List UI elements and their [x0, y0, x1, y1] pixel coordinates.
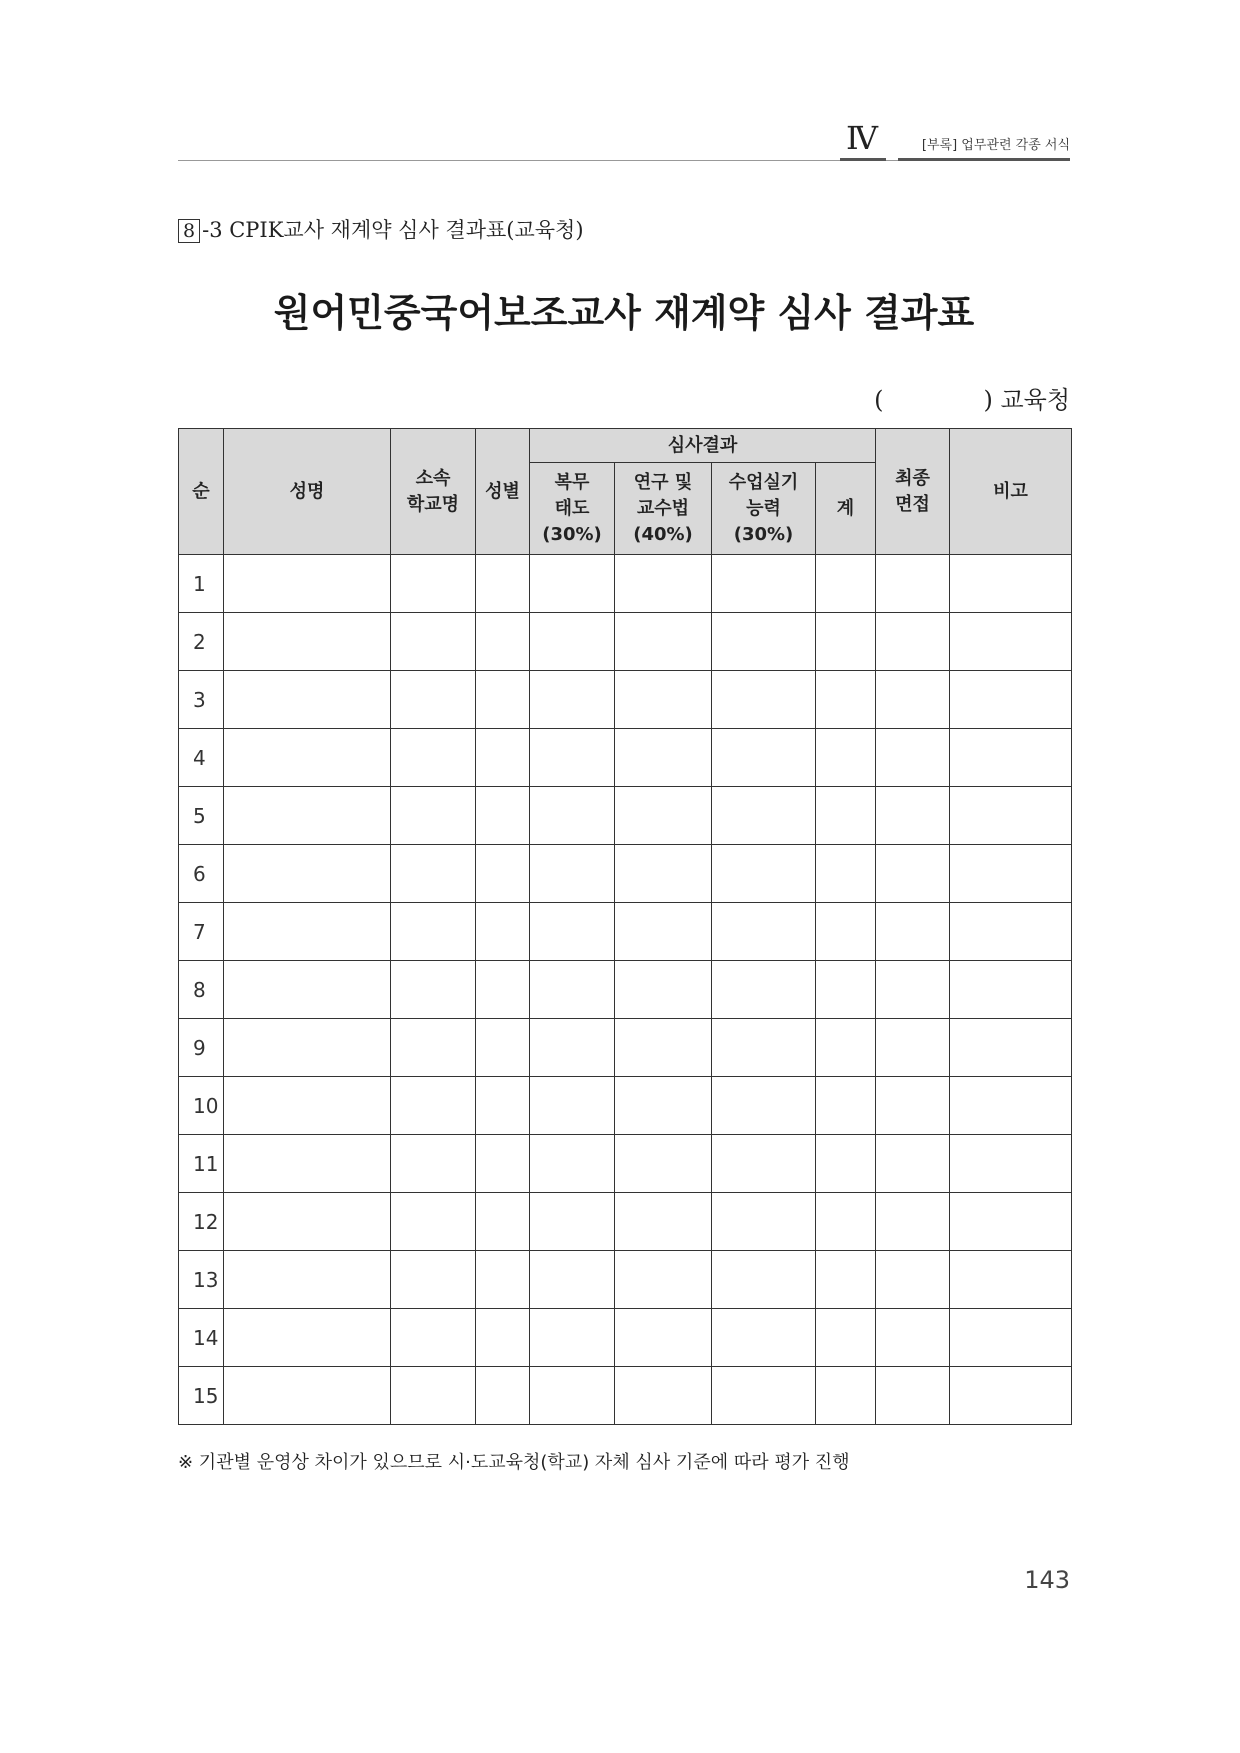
- teaching-cell[interactable]: [712, 845, 816, 903]
- duty-cell[interactable]: [530, 1193, 615, 1251]
- total-cell[interactable]: [816, 613, 876, 671]
- header-final-interview: [876, 429, 950, 555]
- interview-cell[interactable]: [876, 729, 950, 787]
- interview-cell[interactable]: [876, 1077, 950, 1135]
- name-cell[interactable]: [224, 1019, 391, 1077]
- teaching-cell[interactable]: [712, 1135, 816, 1193]
- interview-cell[interactable]: [876, 787, 950, 845]
- school-cell[interactable]: [391, 1251, 476, 1309]
- table-row: [179, 1019, 1072, 1077]
- header-gender: 성별: [476, 429, 530, 555]
- header-section-underline: [898, 158, 1070, 161]
- research-cell[interactable]: [615, 1367, 712, 1425]
- duty-cell[interactable]: [530, 671, 615, 729]
- name-cell[interactable]: [224, 1251, 391, 1309]
- gender-cell[interactable]: [476, 729, 530, 787]
- school-cell[interactable]: [391, 1077, 476, 1135]
- footnote: ※ 기관별 운영상 차이가 있으므로 시·도교육청(학교) 자체 심사 기준에 따라 평가 진행: [178, 1452, 850, 1473]
- row-number: 1: [179, 555, 224, 613]
- table-body: [179, 555, 1072, 1425]
- remarks-cell[interactable]: [950, 555, 1072, 613]
- row-number: 11: [179, 1135, 224, 1193]
- remarks-cell[interactable]: [950, 1077, 1072, 1135]
- duty-cell[interactable]: [530, 787, 615, 845]
- research-cell[interactable]: [615, 903, 712, 961]
- name-cell[interactable]: [224, 671, 391, 729]
- interview-cell[interactable]: [876, 961, 950, 1019]
- remarks-cell[interactable]: [950, 613, 1072, 671]
- header-interview-line2: 면접: [895, 493, 930, 515]
- school-cell[interactable]: [391, 961, 476, 1019]
- table-row: [179, 1193, 1072, 1251]
- school-cell[interactable]: [391, 1367, 476, 1425]
- gender-cell[interactable]: [476, 1193, 530, 1251]
- research-cell[interactable]: [615, 729, 712, 787]
- table-row: [179, 671, 1072, 729]
- header-teaching-skill: [712, 463, 816, 555]
- name-cell[interactable]: [224, 613, 391, 671]
- header-duty-line1: 복무: [554, 471, 590, 493]
- page-number: 143: [1024, 1566, 1070, 1594]
- gender-cell[interactable]: [476, 1251, 530, 1309]
- gender-cell[interactable]: [476, 961, 530, 1019]
- remarks-cell[interactable]: [950, 1367, 1072, 1425]
- teaching-cell[interactable]: [712, 729, 816, 787]
- table-row: [179, 729, 1072, 787]
- table-row: [179, 1251, 1072, 1309]
- school-cell[interactable]: [391, 555, 476, 613]
- interview-cell[interactable]: [876, 845, 950, 903]
- header-research-line1: 연구 및: [633, 471, 693, 493]
- teaching-cell[interactable]: [712, 1019, 816, 1077]
- duty-cell[interactable]: [530, 1251, 615, 1309]
- total-cell[interactable]: [816, 1251, 876, 1309]
- header-research-line3: (40%): [633, 523, 693, 545]
- research-cell[interactable]: [615, 613, 712, 671]
- school-cell[interactable]: [391, 1309, 476, 1367]
- total-cell[interactable]: [816, 961, 876, 1019]
- name-cell[interactable]: [224, 961, 391, 1019]
- research-cell[interactable]: [615, 845, 712, 903]
- teaching-cell[interactable]: [712, 1193, 816, 1251]
- header-remarks: 비고: [950, 429, 1072, 555]
- header-duty-line3: (30%): [542, 523, 602, 545]
- research-cell[interactable]: [615, 787, 712, 845]
- school-cell[interactable]: [391, 613, 476, 671]
- interview-cell[interactable]: [876, 1309, 950, 1367]
- school-cell[interactable]: [391, 1193, 476, 1251]
- chapter-number: Ⅳ: [846, 119, 878, 157]
- total-cell[interactable]: [816, 555, 876, 613]
- section-number-box: 8: [178, 219, 200, 243]
- row-number: 12: [179, 1193, 224, 1251]
- gender-cell[interactable]: [476, 1077, 530, 1135]
- header-section-label: [부록] 업무관련 각종 서식: [921, 138, 1070, 153]
- interview-cell[interactable]: [876, 1019, 950, 1077]
- row-number: 6: [179, 845, 224, 903]
- table-row: [179, 1309, 1072, 1367]
- name-cell[interactable]: [224, 787, 391, 845]
- header-school-line1: 소속: [415, 467, 451, 489]
- row-number: 9: [179, 1019, 224, 1077]
- duty-cell[interactable]: [530, 1309, 615, 1367]
- interview-cell[interactable]: [876, 671, 950, 729]
- row-number: 4: [179, 729, 224, 787]
- gender-cell[interactable]: [476, 1367, 530, 1425]
- name-cell[interactable]: [224, 555, 391, 613]
- header-teaching-line2: 능력: [746, 497, 781, 519]
- duty-cell[interactable]: [530, 961, 615, 1019]
- header-school: [391, 429, 476, 555]
- total-cell[interactable]: [816, 1193, 876, 1251]
- gender-cell[interactable]: [476, 613, 530, 671]
- name-cell[interactable]: [224, 1135, 391, 1193]
- header-teaching-line1: 수업실기: [728, 471, 799, 493]
- header-research-line2: 교수법: [636, 497, 690, 519]
- row-number: 8: [179, 961, 224, 1019]
- total-cell[interactable]: [816, 787, 876, 845]
- school-cell[interactable]: [391, 671, 476, 729]
- header-name: 성명: [224, 429, 391, 555]
- teaching-cell[interactable]: [712, 1367, 816, 1425]
- name-cell[interactable]: [224, 729, 391, 787]
- total-cell[interactable]: [816, 845, 876, 903]
- interview-cell[interactable]: [876, 1367, 950, 1425]
- total-cell[interactable]: [816, 1135, 876, 1193]
- header-interview-line1: 최종: [895, 467, 930, 489]
- gender-cell[interactable]: [476, 845, 530, 903]
- interview-cell[interactable]: [876, 1251, 950, 1309]
- research-cell[interactable]: [615, 1019, 712, 1077]
- row-number: 7: [179, 903, 224, 961]
- gender-cell[interactable]: [476, 671, 530, 729]
- remarks-cell[interactable]: [950, 787, 1072, 845]
- teaching-cell[interactable]: [712, 961, 816, 1019]
- name-cell[interactable]: [224, 1309, 391, 1367]
- header-teaching-line3: (30%): [733, 523, 794, 545]
- chapter-underline: [840, 158, 886, 161]
- research-cell[interactable]: [615, 671, 712, 729]
- research-cell[interactable]: [615, 1309, 712, 1367]
- research-cell[interactable]: [615, 1193, 712, 1251]
- gender-cell[interactable]: [476, 1309, 530, 1367]
- remarks-cell[interactable]: [950, 1019, 1072, 1077]
- header-research-method: [615, 463, 712, 555]
- header-school-line2: 학교명: [406, 493, 460, 515]
- row-number: 14: [179, 1309, 224, 1367]
- total-cell[interactable]: [816, 729, 876, 787]
- row-number: 10: [179, 1077, 224, 1135]
- duty-cell[interactable]: [530, 1019, 615, 1077]
- teaching-cell[interactable]: [712, 787, 816, 845]
- remarks-cell[interactable]: [950, 671, 1072, 729]
- table-row: [179, 555, 1072, 613]
- research-cell[interactable]: [615, 1251, 712, 1309]
- total-cell[interactable]: [816, 1309, 876, 1367]
- total-cell[interactable]: [816, 1019, 876, 1077]
- table-row: [179, 961, 1072, 1019]
- total-cell[interactable]: [816, 1077, 876, 1135]
- gender-cell[interactable]: [476, 1019, 530, 1077]
- table-row: [179, 1367, 1072, 1425]
- teaching-cell[interactable]: [712, 1309, 816, 1367]
- interview-cell[interactable]: [876, 1193, 950, 1251]
- review-result-table: [178, 428, 1072, 1425]
- gender-cell[interactable]: [476, 1135, 530, 1193]
- duty-cell[interactable]: [530, 903, 615, 961]
- page-header: [178, 118, 1070, 162]
- document-title: 원어민중국어보조교사 재계약 심사 결과표: [273, 291, 975, 335]
- school-cell[interactable]: [391, 729, 476, 787]
- gender-cell[interactable]: [476, 787, 530, 845]
- table-row: [179, 1135, 1072, 1193]
- remarks-cell[interactable]: [950, 1193, 1072, 1251]
- teaching-cell[interactable]: [712, 613, 816, 671]
- research-cell[interactable]: [615, 555, 712, 613]
- remarks-cell[interactable]: [950, 729, 1072, 787]
- table-row: [179, 1077, 1072, 1135]
- name-cell[interactable]: [224, 1367, 391, 1425]
- table-row: [179, 903, 1072, 961]
- name-cell[interactable]: [224, 903, 391, 961]
- school-cell[interactable]: [391, 903, 476, 961]
- research-cell[interactable]: [615, 961, 712, 1019]
- school-cell[interactable]: [391, 1135, 476, 1193]
- header-review-result: 심사결과: [530, 429, 876, 463]
- duty-cell[interactable]: [530, 1135, 615, 1193]
- school-cell[interactable]: [391, 787, 476, 845]
- gender-cell[interactable]: [476, 903, 530, 961]
- teaching-cell[interactable]: [712, 671, 816, 729]
- header-duty-attitude: [530, 463, 615, 555]
- education-office-label: [770, 380, 1070, 415]
- interview-cell[interactable]: [876, 903, 950, 961]
- duty-cell[interactable]: [530, 613, 615, 671]
- total-cell[interactable]: [816, 1367, 876, 1425]
- duty-cell[interactable]: [530, 1367, 615, 1425]
- section-title-text: -3 CPIK교사 재계약 심사 결과표(교육청): [202, 218, 584, 242]
- row-number: 15: [179, 1367, 224, 1425]
- teaching-cell[interactable]: [712, 1077, 816, 1135]
- header-total: 계: [816, 463, 876, 555]
- gender-cell[interactable]: [476, 555, 530, 613]
- table-row: [179, 787, 1072, 845]
- duty-cell[interactable]: [530, 1077, 615, 1135]
- total-cell[interactable]: [816, 903, 876, 961]
- name-cell[interactable]: [224, 1193, 391, 1251]
- office-open-paren: (: [874, 386, 884, 414]
- remarks-cell[interactable]: [950, 961, 1072, 1019]
- duty-cell[interactable]: [530, 845, 615, 903]
- interview-cell[interactable]: [876, 1135, 950, 1193]
- school-cell[interactable]: [391, 845, 476, 903]
- name-cell[interactable]: [224, 845, 391, 903]
- research-cell[interactable]: [615, 1077, 712, 1135]
- remarks-cell[interactable]: [950, 1251, 1072, 1309]
- header-duty-line2: 태도: [554, 497, 590, 519]
- row-number: 5: [179, 787, 224, 845]
- total-cell[interactable]: [816, 671, 876, 729]
- interview-cell[interactable]: [876, 555, 950, 613]
- remarks-cell[interactable]: [950, 845, 1072, 903]
- name-cell[interactable]: [224, 1077, 391, 1135]
- research-cell[interactable]: [615, 1135, 712, 1193]
- school-cell[interactable]: [391, 1019, 476, 1077]
- remarks-cell[interactable]: [950, 1309, 1072, 1367]
- row-number: 2: [179, 613, 224, 671]
- table-row: [179, 845, 1072, 903]
- teaching-cell[interactable]: [712, 1251, 816, 1309]
- teaching-cell[interactable]: [712, 555, 816, 613]
- section-title: [178, 214, 584, 244]
- duty-cell[interactable]: [530, 729, 615, 787]
- row-number: 13: [179, 1251, 224, 1309]
- office-close-text: ) 교육청: [983, 386, 1070, 414]
- row-number: 3: [179, 671, 224, 729]
- teaching-cell[interactable]: [712, 903, 816, 961]
- table-row: [179, 613, 1072, 671]
- remarks-cell[interactable]: [950, 1135, 1072, 1193]
- duty-cell[interactable]: [530, 555, 615, 613]
- remarks-cell[interactable]: [950, 903, 1072, 961]
- interview-cell[interactable]: [876, 613, 950, 671]
- header-order: 순: [179, 429, 224, 555]
